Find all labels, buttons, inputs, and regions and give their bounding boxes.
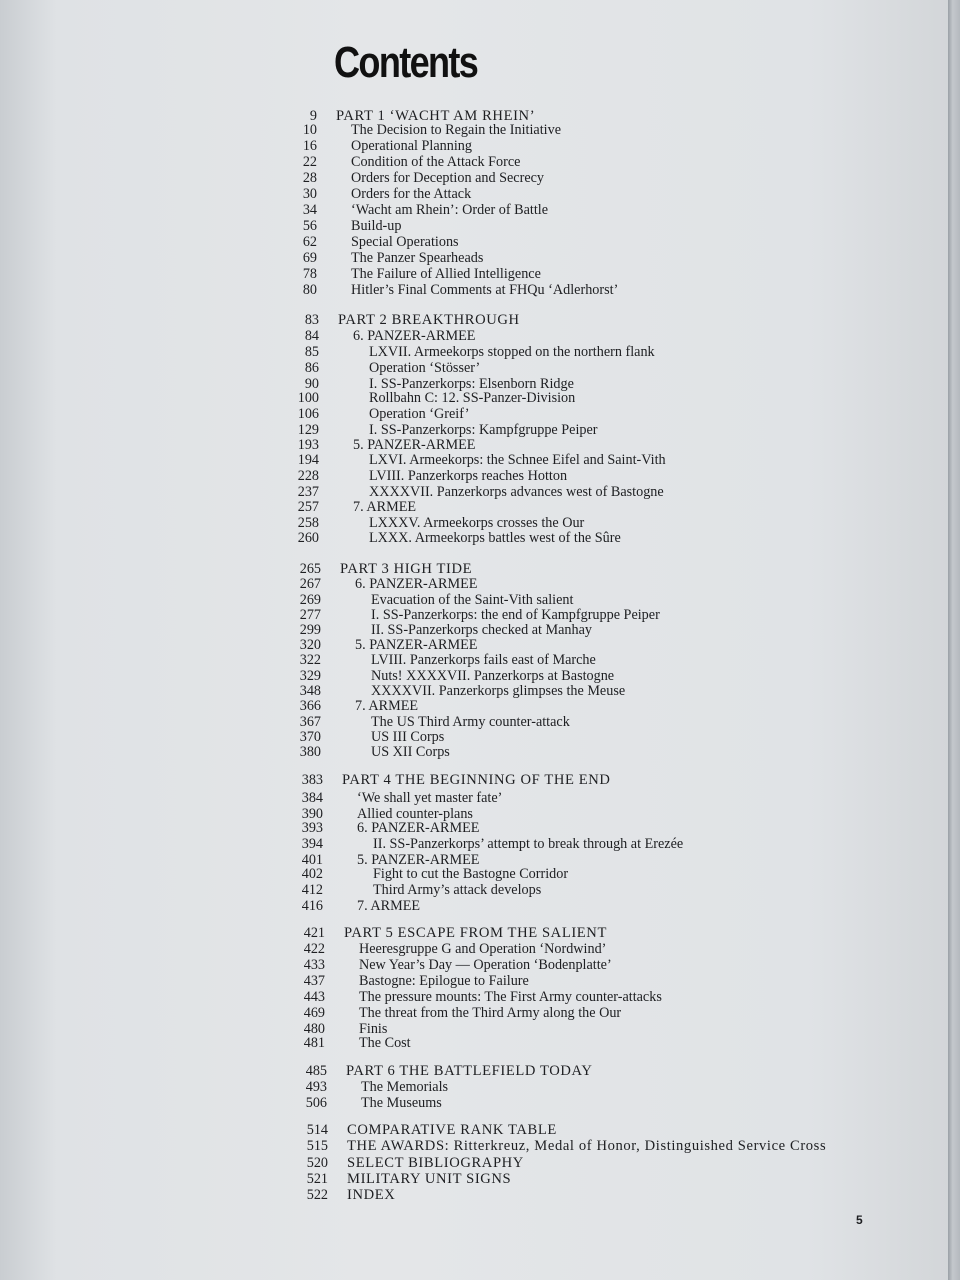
toc-page-number: 493 [305,1079,327,1095]
toc-entry-title: 5. PANZER-ARMEE [353,437,476,453]
toc-page-number: 443 [303,989,325,1005]
toc-page-number: 469 [303,1005,325,1021]
toc-entry [0,1187,948,1203]
toc-entry-title: II. SS-Panzerkorps’ attempt to break through at Erezée [373,836,684,852]
toc-page-number: 277 [299,607,321,623]
toc-entry-title: LXVII. Armeekorps stopped on the northern flank [369,344,655,360]
toc-entry-title: Bastogne: Epilogue to Failure [359,973,529,989]
toc-entry-title: The Memorials [361,1079,449,1095]
toc-entry [0,836,948,852]
toc-page-number: 437 [303,973,325,989]
toc-entry-title: Nuts! XXXXVII. Panzerkorps at Bastogne [371,668,615,684]
toc-entry-title: The Failure of Allied Intelligence [351,266,541,282]
toc-entry-title: ‘We shall yet master fate’ [357,790,503,806]
toc-entry-title: Operational Planning [351,138,472,154]
toc-entry [0,744,948,760]
toc-part-heading: PART 6 THE BATTLEFIELD TODAY [346,1063,593,1079]
toc-entry [0,925,948,941]
toc-entry-title: 7. ARMEE [355,698,419,714]
toc-entry [0,576,948,592]
toc-page-number: 515 [306,1138,328,1154]
toc-entry-title: Finis [359,1021,388,1037]
toc-entry-title: Rollbahn C: 12. SS-Panzer-Division [369,390,576,406]
toc-entry-title: 7. ARMEE [357,898,421,914]
toc-entry [0,1079,948,1095]
toc-entry [0,234,948,250]
toc-entry-title: Fight to cut the Bastogne Corridor [373,866,569,882]
toc-page-number: 433 [303,957,325,973]
toc-entry-title: US XII Corps [371,744,450,760]
toc-page-number: 86 [304,360,319,376]
toc-entry-title: The threat from the Third Army along the Our [359,1005,622,1021]
toc-page-number: 257 [297,499,319,515]
toc-page-number: 100 [297,390,319,406]
toc-entry [0,186,948,202]
toc-page-number: 260 [297,530,319,546]
toc-page-number: 267 [299,576,321,592]
toc-page-number: 299 [299,622,321,638]
toc-entry [0,957,948,973]
toc-part-heading: SELECT BIBLIOGRAPHY [347,1155,524,1171]
toc-page-number: 481 [303,1035,325,1051]
toc-part-heading: COMPARATIVE RANK TABLE [347,1122,557,1138]
toc-entry [0,202,948,218]
toc-entry [0,882,948,898]
toc-entry [0,668,948,684]
toc-entry [0,898,948,914]
toc-page-number: 390 [301,806,323,822]
toc-page-number: 380 [299,744,321,760]
toc-page-number: 83 [304,312,319,328]
toc-page-number: 194 [297,452,319,468]
toc-entry [0,820,948,836]
toc-entry-title: LVIII. Panzerkorps reaches Hotton [369,468,568,484]
toc-page-number: 402 [301,866,323,882]
toc-page-number: 384 [301,790,323,806]
toc-entry [0,607,948,623]
toc-page-number: 393 [301,820,323,836]
toc-entry-title: 6. PANZER-ARMEE [357,820,480,836]
toc-entry [0,622,948,638]
toc-part-heading: MILITARY UNIT SIGNS [347,1171,512,1187]
toc-page-number: 62 [302,234,317,250]
toc-part-heading: PART 1 ‘WACHT AM RHEIN’ [336,108,536,124]
toc-page-number: 85 [304,344,319,360]
toc-entry [0,170,948,186]
toc-entry-title: The Decision to Regain the Initiative [351,122,561,138]
toc-entry-title: Operation ‘Stösser’ [369,360,481,376]
toc-entry-title: 6. PANZER-ARMEE [353,328,476,344]
toc-part-heading: INDEX [347,1187,396,1203]
toc-entry-title: Evacuation of the Saint-Vith salient [371,592,574,608]
toc-entry-title: Special Operations [351,234,459,250]
toc-entry [0,1122,948,1138]
toc-part-heading: PART 5 ESCAPE FROM THE SALIENT [344,925,607,941]
toc-page-number: 522 [306,1187,328,1203]
toc-entry-title: Orders for the Attack [351,186,472,202]
toc-entry [0,266,948,282]
toc-entry [0,1095,948,1111]
toc-entry [0,138,948,154]
toc-part-heading: PART 2 BREAKTHROUGH [338,312,520,328]
toc-entry-title: 6. PANZER-ARMEE [355,576,478,592]
toc-entry-title: Third Army’s attack develops [373,882,542,898]
toc-entry [0,698,948,714]
toc-entry [0,154,948,170]
toc-entry [0,1005,948,1021]
toc-entry [0,683,948,699]
toc-page-number: 322 [299,652,321,668]
toc-entry [0,1171,948,1187]
toc-page-number: 421 [303,925,325,941]
toc-page-number: 129 [297,422,319,438]
toc-page-number: 485 [305,1063,327,1079]
toc-page-number: 329 [299,668,321,684]
toc-entry [0,729,948,745]
toc-entry [0,1063,948,1079]
toc-entry [0,452,948,468]
toc-page-number: 193 [297,437,319,453]
toc-entry-title: The Museums [361,1095,442,1111]
toc-entry-title: The Panzer Spearheads [351,250,484,266]
toc-page-number: 237 [297,484,319,500]
toc-page-number: 269 [299,592,321,608]
toc-entry [0,772,948,788]
toc-page-number: 520 [306,1155,328,1171]
toc-page-number: 521 [306,1171,328,1187]
toc-entry-title: New Year’s Day — Operation ‘Bodenplatte’ [359,957,612,973]
toc-entry [0,437,948,453]
toc-entry [0,122,948,138]
toc-part-heading: PART 3 HIGH TIDE [340,561,473,577]
toc-page-number: 228 [297,468,319,484]
toc-page-number: 258 [297,515,319,531]
toc-page-number: 28 [302,170,317,186]
toc-page-number: 422 [303,941,325,957]
toc-entry [0,714,948,730]
toc-page-number: 22 [302,154,317,170]
toc-entry-title: Condition of the Attack Force [351,154,521,170]
toc-page-number: 416 [301,898,323,914]
toc-page-number: 56 [302,218,317,234]
toc-entry-title: The pressure mounts: The First Army counter-attacks [359,989,662,1005]
toc-page-number: 394 [301,836,323,852]
toc-entry [0,1155,948,1171]
toc-part-heading: PART 4 THE BEGINNING OF THE END [342,772,611,788]
toc-entry [0,652,948,668]
toc-entry-title: The Cost [359,1035,411,1051]
toc-entry-title: LXXX. Armeekorps battles west of the Sûre [369,530,621,546]
toc-entry [0,406,948,422]
toc-entry [0,499,948,515]
toc-entry-title: ‘Wacht am Rhein’: Order of Battle [351,202,549,218]
toc-entry-title: 5. PANZER-ARMEE [355,637,478,653]
toc-page-number: 16 [302,138,317,154]
toc-entry-title: Operation ‘Greif’ [369,406,470,422]
toc-entry [0,422,948,438]
toc-entry-title: The US Third Army counter-attack [371,714,570,730]
page-title: Contents [334,38,478,87]
toc-entry-title: Build-up [351,218,402,234]
toc-entry-title: Heeresgruppe G and Operation ‘Nordwind’ [359,941,607,957]
toc-page-number: 106 [297,406,319,422]
toc-entry [0,790,948,806]
toc-page-number: 34 [302,202,317,218]
toc-page-number: 9 [309,108,317,124]
toc-entry [0,282,948,298]
toc-entry-title: XXXXVII. Panzerkorps advances west of Bastogne [369,484,664,500]
toc-entry-title: II. SS-Panzerkorps checked at Manhay [371,622,593,638]
toc-page-number: 506 [305,1095,327,1111]
toc-entry-title: I. SS-Panzerkorps: Elsenborn Ridge [369,376,574,392]
toc-entry [0,312,948,328]
toc-entry [0,484,948,500]
toc-entry [0,328,948,344]
toc-entry-title: 5. PANZER-ARMEE [357,852,480,868]
toc-entry-title: I. SS-Panzerkorps: the end of Kampfgruppe Peiper [371,607,660,623]
toc-entry [0,941,948,957]
toc-entry [0,866,948,882]
toc-entry [0,973,948,989]
toc-page-number: 480 [303,1021,325,1037]
page-number: 5 [856,1213,863,1227]
toc-entry [0,390,948,406]
toc-entry [0,592,948,608]
toc-entry-title: Allied counter-plans [357,806,473,822]
toc-part-heading: THE AWARDS: Ritterkreuz, Medal of Honor, Distinguished Service Cross [347,1138,827,1154]
toc-entry [0,561,948,577]
toc-page-number: 366 [299,698,321,714]
toc-entry [0,250,948,266]
toc-entry [0,515,948,531]
toc-page-number: 412 [301,882,323,898]
toc-page-number: 80 [302,282,317,298]
toc-entry-title: I. SS-Panzerkorps: Kampfgruppe Peiper [369,422,598,438]
toc-page-number: 78 [302,266,317,282]
page-edge [948,0,960,1280]
toc-entry [0,1035,948,1051]
toc-entry [0,637,948,653]
toc-page-number: 30 [302,186,317,202]
toc-entry [0,530,948,546]
toc-page-number: 320 [299,637,321,653]
toc-entry-title: LVIII. Panzerkorps fails east of Marche [371,652,596,668]
toc-entry-title: Orders for Deception and Secrecy [351,170,545,186]
toc-entry-title: LXVI. Armeekorps: the Schnee Eifel and Saint-Vith [369,452,666,468]
toc-entry-title: LXXXV. Armeekorps crosses the Our [369,515,585,531]
toc-page-number: 10 [302,122,317,138]
toc-page-number: 69 [302,250,317,266]
toc-entry-title: XXXXVII. Panzerkorps glimpses the Meuse [371,683,626,699]
toc-entry [0,218,948,234]
toc-entry [0,989,948,1005]
toc-page-number: 265 [299,561,321,577]
toc-page-number: 367 [299,714,321,730]
toc-page-number: 514 [306,1122,328,1138]
toc-entry [0,468,948,484]
toc-page-number: 370 [299,729,321,745]
toc-entry [0,360,948,376]
toc-entry [0,344,948,360]
toc-entry [0,1138,948,1154]
toc-page-number: 90 [304,376,319,392]
toc-entry-title: US III Corps [371,729,445,745]
toc-page-number: 383 [301,772,323,788]
toc-page-number: 401 [301,852,323,868]
toc-page-number: 84 [304,328,319,344]
toc-entry-title: Hitler’s Final Comments at FHQu ‘Adlerhorst’ [351,282,619,298]
toc-entry-title: 7. ARMEE [353,499,417,515]
toc-page-number: 348 [299,683,321,699]
